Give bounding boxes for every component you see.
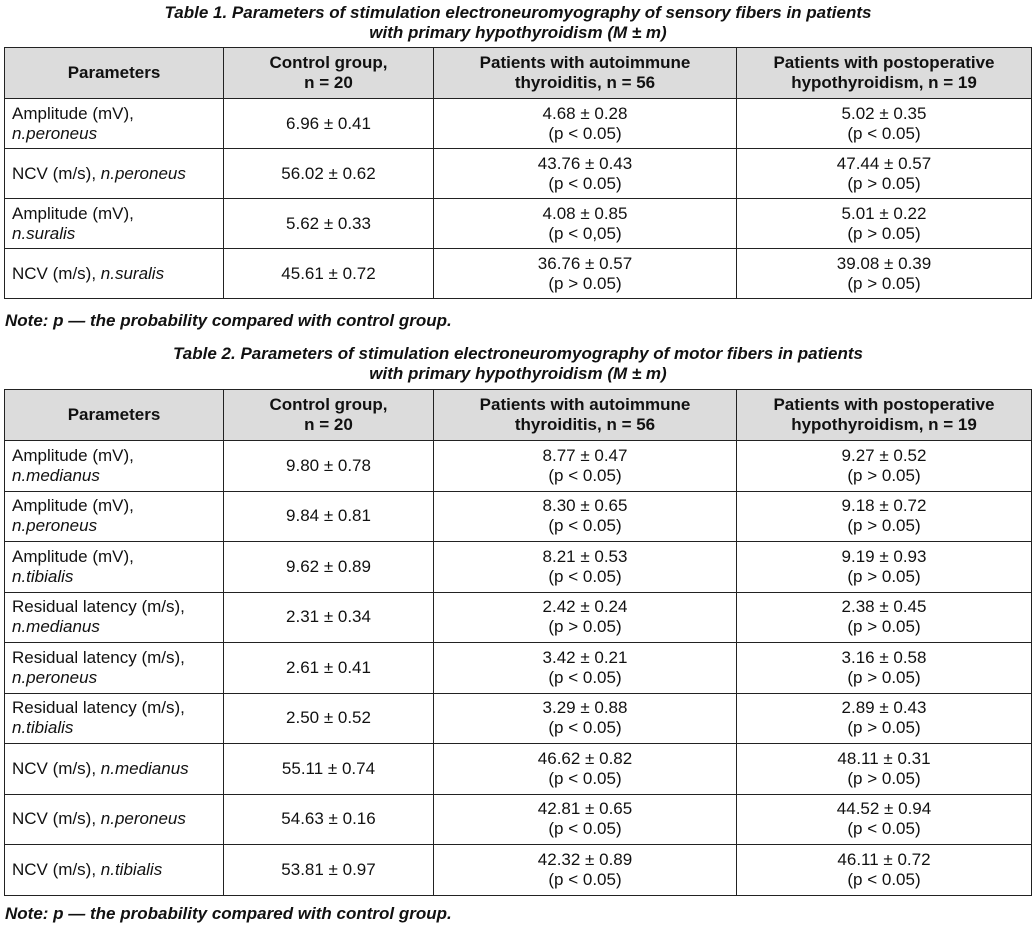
control-value-cell: 6.96 ± 0.41 [224, 99, 434, 149]
parameter-cell [5, 441, 224, 492]
parameter-cell [5, 794, 224, 845]
header-line: Control group, [269, 53, 388, 72]
table1-caption-line1: Table 1. Parameters of stimulation electroneuromyography of sensory fibers in patients [164, 3, 872, 22]
autoimmune-value: 4.08 ± 0.85 [542, 203, 628, 223]
nerve-label: n.medianus [12, 465, 100, 485]
table-row [5, 542, 1032, 593]
postoperative-p-value: (p > 0.05) [847, 667, 921, 687]
postoperative-value: 5.01 ± 0.22 [841, 203, 927, 223]
table-row [5, 643, 1032, 694]
control-value-cell: 9.80 ± 0.78 [224, 441, 434, 492]
control-value-cell: 2.31 ± 0.34 [224, 592, 434, 643]
postoperative-value: 3.16 ± 0.58 [841, 647, 927, 667]
parameter-cell [5, 643, 224, 694]
autoimmune-p-value: (p < 0.05) [548, 819, 622, 839]
postoperative-p-value: (p > 0.05) [847, 718, 921, 738]
postoperative-value: 9.18 ± 0.72 [841, 496, 927, 516]
autoimmune-value-cell [434, 592, 737, 643]
table1-header-cell [434, 48, 737, 99]
autoimmune-p-value: (p < 0.05) [548, 123, 622, 143]
parameter-label: Amplitude (mV), [12, 496, 134, 516]
table2-caption-line2: with primary hypothyroidism (M ± m) [369, 364, 667, 383]
control-value-cell: 55.11 ± 0.74 [224, 744, 434, 795]
postoperative-value-cell [737, 199, 1032, 249]
nerve-label: n.tibialis [12, 718, 74, 738]
postoperative-p-value: (p > 0.05) [847, 516, 921, 536]
autoimmune-p-value: (p < 0.05) [548, 667, 622, 687]
parameter-cell [5, 199, 224, 249]
table-row [5, 99, 1032, 149]
table1-caption-line2: with primary hypothyroidism (M ± m) [369, 23, 667, 42]
parameter-cell [5, 249, 224, 299]
table2-header-row [5, 390, 1032, 441]
control-value-cell: 56.02 ± 0.62 [224, 149, 434, 199]
postoperative-value: 2.89 ± 0.43 [841, 698, 927, 718]
autoimmune-value: 3.29 ± 0.88 [542, 698, 628, 718]
parameter-label: NCV (m/s), [12, 809, 101, 829]
autoimmune-value: 42.32 ± 0.89 [537, 849, 633, 869]
table-row [5, 693, 1032, 744]
postoperative-p-value: (p > 0.05) [847, 617, 921, 637]
table1-header-cell [737, 48, 1032, 99]
table-row [5, 744, 1032, 795]
table1-header-cell [224, 48, 434, 99]
parameter-cell [5, 491, 224, 542]
autoimmune-value-cell [434, 794, 737, 845]
autoimmune-p-value: (p < 0.05) [548, 768, 622, 788]
control-value-cell: 54.63 ± 0.16 [224, 794, 434, 845]
header-line: Patients with autoimmune [479, 395, 691, 414]
control-value-cell: 9.84 ± 0.81 [224, 491, 434, 542]
autoimmune-p-value: (p < 0.05) [548, 566, 622, 586]
autoimmune-value-cell [434, 249, 737, 299]
postoperative-value-cell [737, 592, 1032, 643]
autoimmune-value: 8.21 ± 0.53 [542, 546, 628, 566]
table2-header-cell [224, 390, 434, 441]
table-row [5, 249, 1032, 299]
autoimmune-p-value: (p > 0.05) [548, 617, 622, 637]
nerve-label: n.peroneus [100, 163, 186, 183]
control-value-cell: 45.61 ± 0.72 [224, 249, 434, 299]
parameter-label: Residual latency (m/s), [12, 647, 185, 667]
table1-body [5, 99, 1032, 299]
nerve-label: n.suralis [100, 263, 165, 283]
autoimmune-value-cell [434, 744, 737, 795]
table2-note: Note: p — the probability compared with control group. [5, 904, 452, 923]
table-row [5, 592, 1032, 643]
postoperative-p-value: (p < 0.05) [847, 819, 921, 839]
table-row [5, 794, 1032, 845]
postoperative-value: 5.02 ± 0.35 [841, 103, 927, 123]
autoimmune-value: 8.77 ± 0.47 [542, 445, 628, 465]
header-line: thyroiditis, n = 56 [514, 73, 656, 92]
table1 [4, 47, 1032, 299]
parameter-label: NCV (m/s), [12, 163, 101, 183]
table-row [5, 441, 1032, 492]
table-row [5, 199, 1032, 249]
autoimmune-value-cell [434, 149, 737, 199]
header-line: Patients with autoimmune [479, 53, 691, 72]
nerve-label: n.peroneus [12, 667, 98, 687]
parameter-cell [5, 592, 224, 643]
parameter-label: Amplitude (mV), [12, 445, 134, 465]
parameter-cell [5, 99, 224, 149]
nerve-label: n.peroneus [12, 123, 98, 143]
autoimmune-value: 43.76 ± 0.43 [537, 153, 633, 173]
postoperative-p-value: (p > 0.05) [847, 566, 921, 586]
table1-caption [0, 3, 1036, 43]
table-row [5, 149, 1032, 199]
autoimmune-value: 36.76 ± 0.57 [537, 253, 633, 273]
postoperative-value-cell [737, 643, 1032, 694]
autoimmune-value-cell [434, 491, 737, 542]
table2 [4, 389, 1032, 896]
autoimmune-value-cell [434, 99, 737, 149]
table2-caption [0, 344, 1036, 384]
autoimmune-value: 3.42 ± 0.21 [542, 647, 628, 667]
table-row [5, 845, 1032, 896]
postoperative-p-value: (p < 0.05) [847, 869, 921, 889]
parameter-label: NCV (m/s), [12, 263, 101, 283]
control-value-cell: 9.62 ± 0.89 [224, 542, 434, 593]
autoimmune-value-cell [434, 643, 737, 694]
header-line: hypothyroidism, n = 19 [791, 415, 977, 434]
postoperative-value: 9.19 ± 0.93 [841, 546, 927, 566]
postoperative-value: 48.11 ± 0.31 [837, 748, 931, 768]
control-value-cell: 2.61 ± 0.41 [224, 643, 434, 694]
header-line: Control group, [269, 395, 388, 414]
postoperative-value-cell [737, 794, 1032, 845]
postoperative-value-cell [737, 845, 1032, 896]
autoimmune-p-value: (p < 0.05) [548, 869, 622, 889]
table2-header-cell [737, 390, 1032, 441]
autoimmune-value: 46.62 ± 0.82 [537, 748, 633, 768]
parameter-label: Amplitude (mV), [12, 546, 134, 566]
header-line: Parameters [67, 63, 161, 82]
postoperative-value-cell [737, 693, 1032, 744]
autoimmune-value-cell [434, 542, 737, 593]
parameter-cell [5, 542, 224, 593]
parameter-label: Residual latency (m/s), [12, 597, 185, 617]
parameter-label: NCV (m/s), [12, 859, 101, 879]
postoperative-value-cell [737, 542, 1032, 593]
table1-header-row [5, 48, 1032, 99]
postoperative-p-value: (p > 0.05) [847, 173, 921, 193]
postoperative-value: 39.08 ± 0.39 [836, 253, 932, 273]
postoperative-p-value: (p < 0.05) [847, 123, 921, 143]
parameter-cell [5, 845, 224, 896]
autoimmune-value-cell [434, 693, 737, 744]
nerve-label: n.medianus [12, 617, 100, 637]
postoperative-value: 44.52 ± 0.94 [836, 799, 932, 819]
postoperative-value-cell [737, 249, 1032, 299]
autoimmune-value: 4.68 ± 0.28 [542, 103, 628, 123]
nerve-label: n.peroneus [100, 809, 186, 829]
autoimmune-p-value: (p < 0.05) [548, 173, 622, 193]
table2-header-cell [434, 390, 737, 441]
autoimmune-p-value: (p < 0.05) [548, 465, 622, 485]
postoperative-value-cell [737, 149, 1032, 199]
parameter-cell [5, 744, 224, 795]
parameter-cell [5, 693, 224, 744]
table1-header-cell [5, 48, 224, 99]
control-value-cell: 5.62 ± 0.33 [224, 199, 434, 249]
postoperative-p-value: (p > 0.05) [847, 465, 921, 485]
autoimmune-value-cell [434, 845, 737, 896]
table2-body [5, 441, 1032, 896]
header-line: thyroiditis, n = 56 [514, 415, 656, 434]
postoperative-p-value: (p > 0.05) [847, 223, 921, 243]
autoimmune-value: 2.42 ± 0.24 [542, 597, 628, 617]
header-line: hypothyroidism, n = 19 [791, 73, 977, 92]
postoperative-value-cell [737, 99, 1032, 149]
autoimmune-value: 42.81 ± 0.65 [537, 799, 633, 819]
header-line: n = 20 [304, 73, 353, 92]
table-row [5, 491, 1032, 542]
table2-caption-line1: Table 2. Parameters of stimulation electroneuromyography of motor fibers in patients [173, 344, 863, 363]
nerve-label: n.tibialis [12, 566, 74, 586]
control-value-cell: 2.50 ± 0.52 [224, 693, 434, 744]
autoimmune-value-cell [434, 441, 737, 492]
parameter-label: Amplitude (mV), [12, 203, 134, 223]
header-line: Parameters [67, 405, 161, 424]
autoimmune-p-value: (p < 0.05) [548, 516, 622, 536]
autoimmune-value: 8.30 ± 0.65 [542, 496, 628, 516]
postoperative-value: 46.11 ± 0.72 [837, 849, 931, 869]
autoimmune-value-cell [434, 199, 737, 249]
table2-header-cell [5, 390, 224, 441]
postoperative-p-value: (p > 0.05) [847, 273, 921, 293]
postoperative-value: 9.27 ± 0.52 [841, 445, 927, 465]
postoperative-value-cell [737, 441, 1032, 492]
nerve-label: n.suralis [12, 223, 76, 243]
parameter-label: NCV (m/s), [12, 758, 101, 778]
postoperative-value-cell [737, 491, 1032, 542]
nerve-label: n.medianus [100, 758, 189, 778]
postoperative-p-value: (p > 0.05) [847, 768, 921, 788]
control-value-cell: 53.81 ± 0.97 [224, 845, 434, 896]
nerve-label: n.peroneus [12, 516, 98, 536]
autoimmune-p-value: (p > 0.05) [548, 273, 622, 293]
header-line: n = 20 [304, 415, 353, 434]
postoperative-value: 47.44 ± 0.57 [836, 153, 932, 173]
parameter-label: Amplitude (mV), [12, 103, 134, 123]
table1-note: Note: p — the probability compared with control group. [5, 311, 452, 330]
header-line: Patients with postoperative [773, 53, 995, 72]
header-line: Patients with postoperative [773, 395, 995, 414]
autoimmune-p-value: (p < 0.05) [548, 718, 622, 738]
autoimmune-p-value: (p < 0,05) [548, 223, 622, 243]
postoperative-value: 2.38 ± 0.45 [841, 597, 927, 617]
postoperative-value-cell [737, 744, 1032, 795]
nerve-label: n.tibialis [100, 859, 163, 879]
parameter-label: Residual latency (m/s), [12, 698, 185, 718]
parameter-cell [5, 149, 224, 199]
